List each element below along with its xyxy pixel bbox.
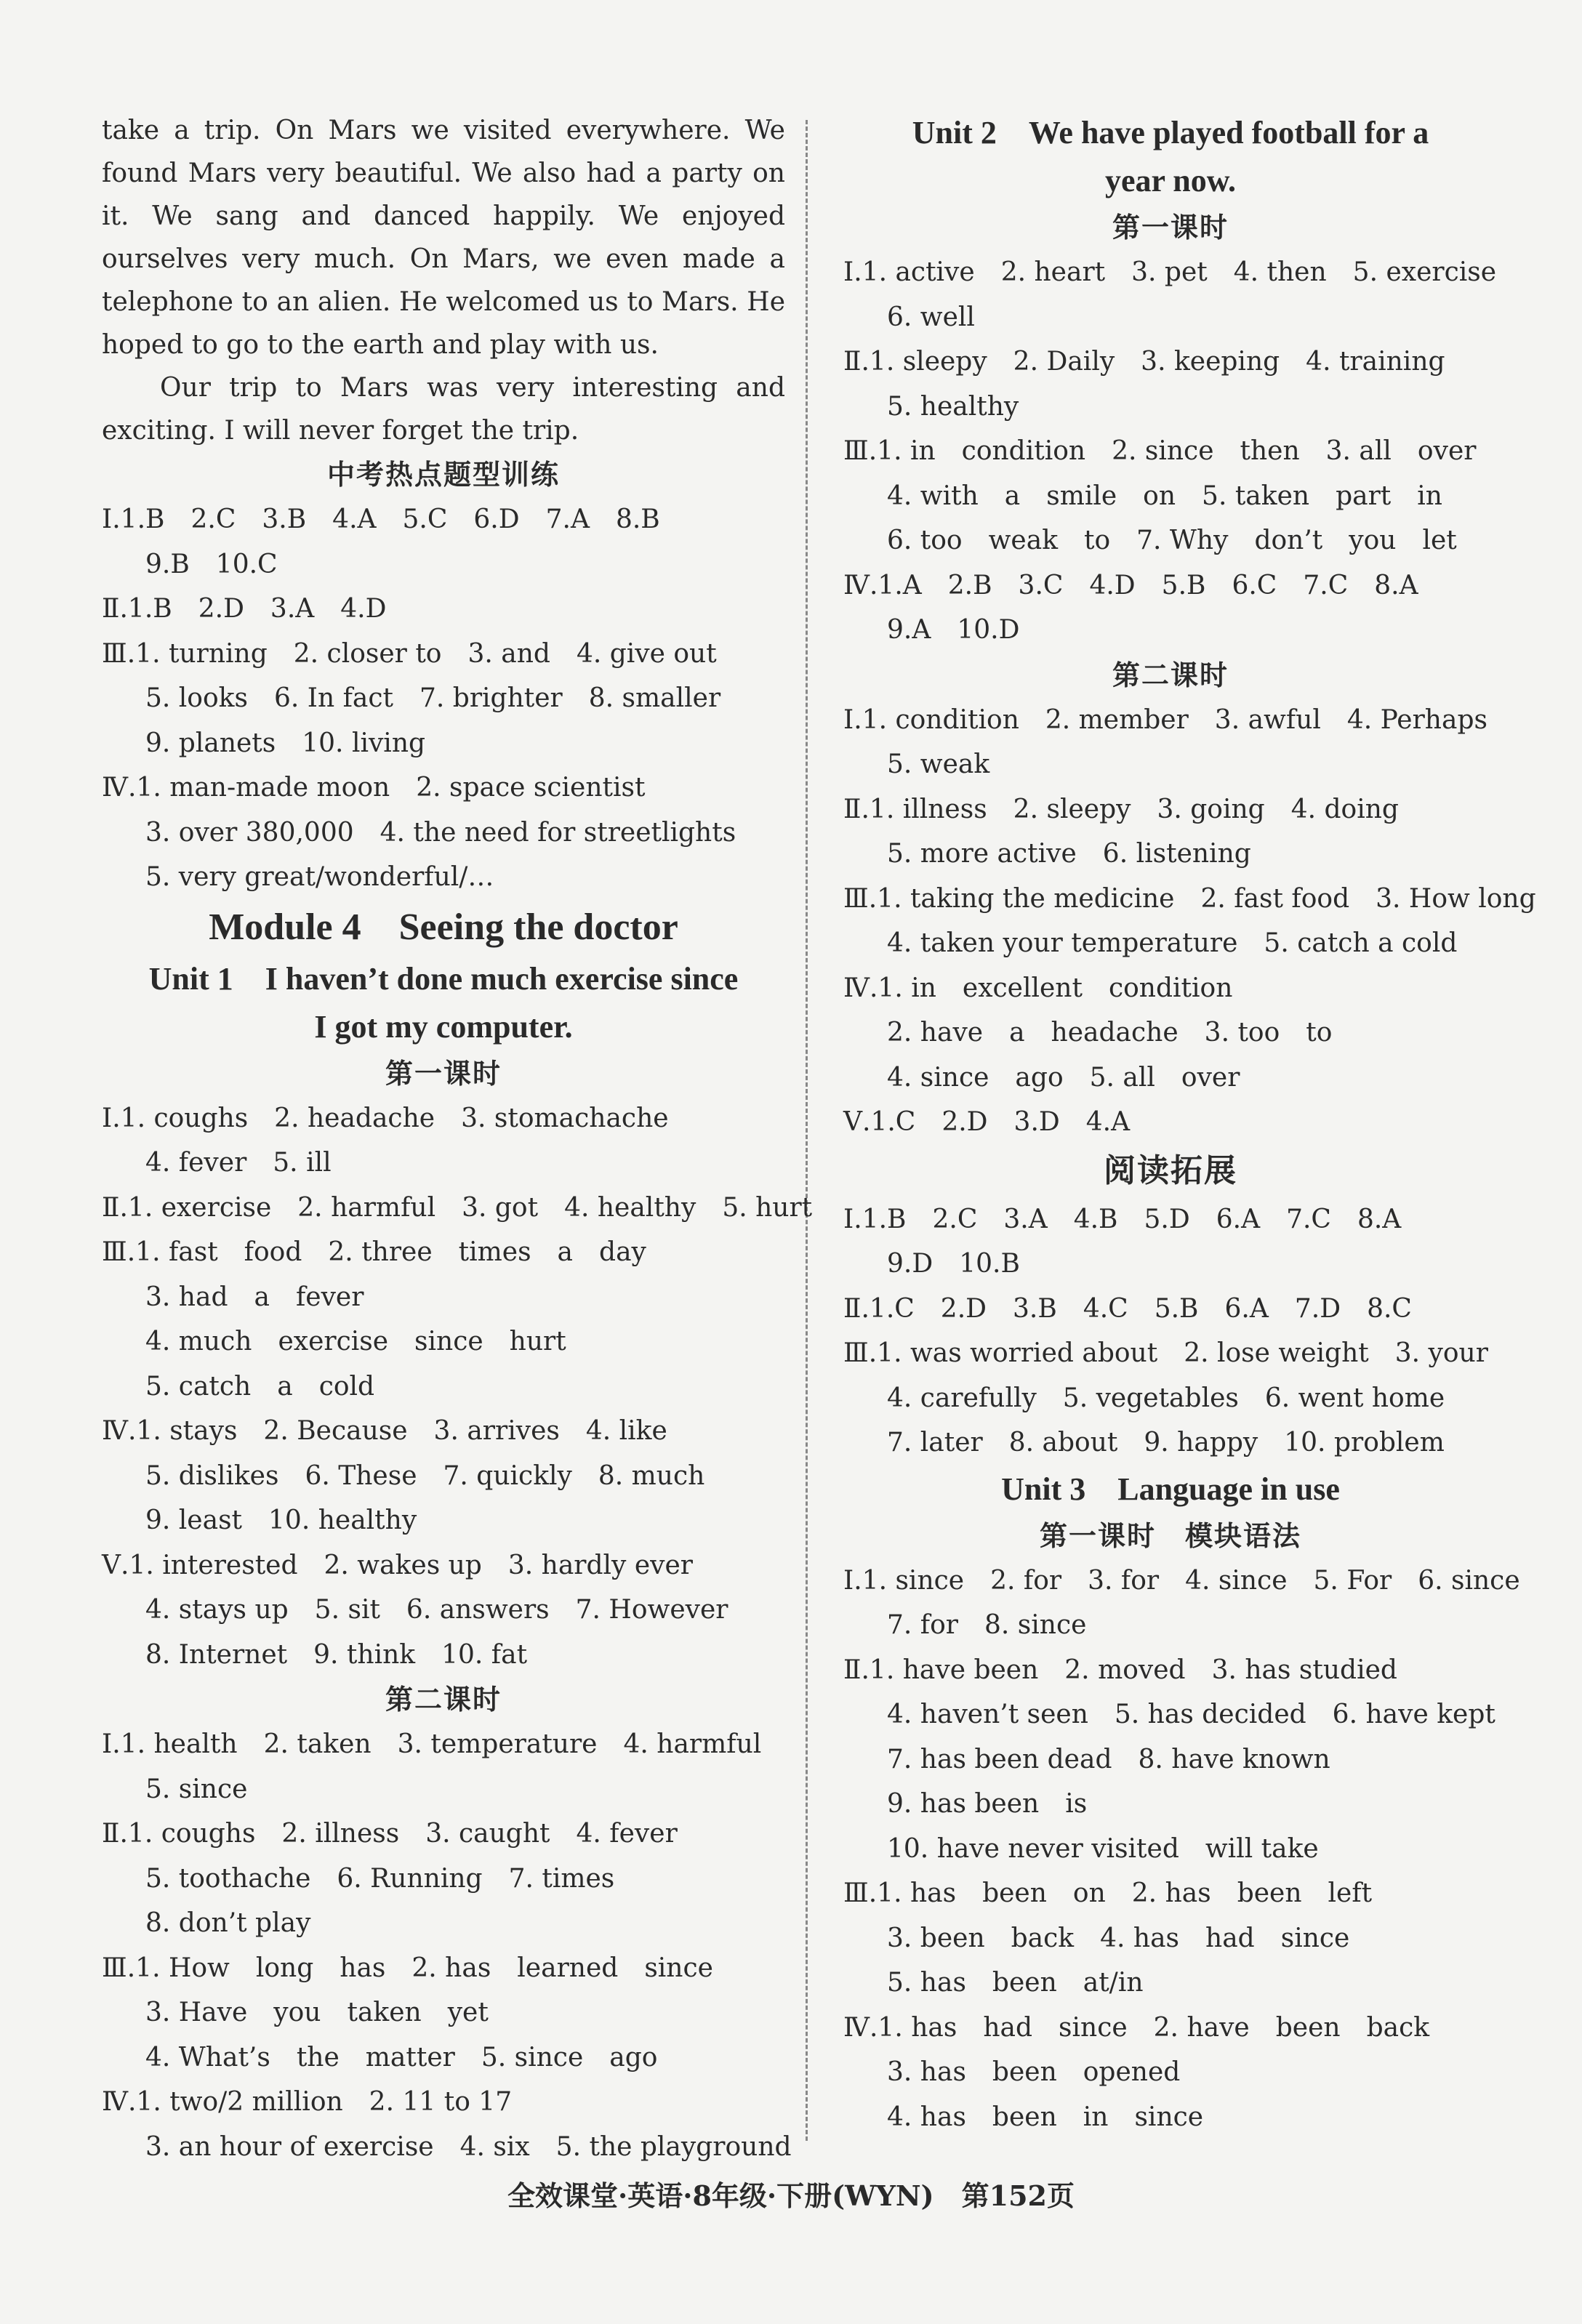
answer-line: 4. What’s the matter 5. since ago [145,2042,658,2072]
answer-line: 9. least 10. healthy [145,1505,417,1535]
unit1-lesson1-answers [102,1096,813,1678]
answer-line: 9. planets 10. living [145,728,426,758]
answer-line: Ⅳ.1. in excellent condition [843,973,1233,1003]
lesson1-title: 第一课时 [1112,211,1229,244]
lesson2-title: 第二课时 [1112,658,1229,691]
page-footer: 全效课堂·英语·8年级·下册(WYN) 第152页 [507,2179,1075,2212]
answer-line: 9.D 10.B [887,1249,1020,1279]
answer-line: Ⅱ.1.B 2.D 3.A 4.D [102,594,387,624]
answer-line: Ⅰ.1.B 2.C 3.B 4.A 5.C 6.D 7.A 8.B [102,504,660,534]
answer-line: Ⅰ.1. condition 2. member 3. awful 4. Perhaps [843,704,1487,735]
answer-line: 2. have a headache 3. too to [887,1018,1333,1048]
answer-line: 4. with a smile on 5. taken part in [887,481,1442,511]
unit2-title-line1: Unit 2 We have played football for a [912,115,1429,150]
answer-line: 5. since [145,1774,248,1804]
answer-line: 4. haven’t seen 5. has decided 6. have kept [887,1700,1495,1729]
answer-line: 6. well [887,302,975,332]
lesson1-title: 第一课时 [385,1056,502,1090]
answer-line: 4. since ago 5. all over [887,1062,1240,1093]
answer-line: 4. carefully 5. vegetables 6. went home [887,1383,1445,1413]
answer-line: Ⅲ.1. turning 2. closer to 3. and 4. give out [102,638,717,669]
answer-line: 3. Have you taken yet [145,1998,489,2027]
answer-line: Ⅱ.1. have been 2. moved 3. has studied [843,1654,1397,1685]
answer-line: 8. Internet 9. think 10. fat [145,1639,528,1670]
lesson2-title: 第二课时 [385,1683,502,1716]
story-paragraph-2: Our trip to Mars was very interesting and exciting. I will never forget the trip. [102,373,785,446]
answer-line: 5. very great/wonderful/… [145,862,494,892]
answer-line: Ⅳ.1. man-made moon 2. space scientist [102,773,646,803]
right-column [843,109,1536,2139]
answer-line: 7. for 8. since [887,1610,1087,1640]
unit1-lesson2-answers [102,1722,792,2169]
answer-line: 5. weak [887,749,990,779]
answer-line: Ⅱ.1. exercise 2. harmful 3. got 4. healthy 5. hurt [102,1192,813,1223]
answer-line: 3. had a fever [145,1282,364,1312]
answer-line: 3. an hour of exercise 4. six 5. the playground [145,2131,792,2162]
answer-line: Ⅱ.1.C 2.D 3.B 4.C 5.B 6.A 7.D 8.C [843,1293,1412,1324]
unit1-title-line2: I got my computer. [314,1008,573,1045]
answer-line: 3. over 380,000 4. the need for streetlights [145,817,736,848]
answer-line: 9.B 10.C [145,549,278,579]
module-title: Module 4 Seeing the doctor [209,906,678,948]
unit3-title: Unit 3 Language in use [1001,1471,1340,1507]
answer-line: Ⅴ.1.C 2.D 3.D 4.A [843,1107,1131,1137]
unit1-title-line1: Unit 1 I haven’t done much exercise since [148,960,739,997]
answer-line: 5. catch a cold [145,1371,375,1402]
answer-line: 4. taken your temperature 5. catch a cold [887,928,1458,958]
grammar-lesson-title: 第一课时 模块语法 [1039,1519,1301,1552]
answer-line: 4. has been in since [887,2102,1204,2132]
answer-line: 6. too weak to 7. Why don’t you let [887,526,1457,555]
hot-section-title: 中考热点题型训练 [326,458,560,491]
answer-line: Ⅲ.1. has been on 2. has been left [843,1878,1373,1908]
answer-line: 8. don’t play [145,1908,311,1938]
reading-section-title: 阅读拓展 [1104,1151,1237,1189]
answer-line: Ⅳ.1. has had since 2. have been back [843,2012,1430,2043]
answer-line: 3. been back 4. has had since [887,1923,1350,1953]
answer-line: 5. healthy [887,391,1019,422]
answer-line: 10. have never visited will take [887,1833,1319,1864]
story-paragraph-1: take a trip. On Mars we visited everywhere. We found Mars very beautiful. We also had a party on it. We sang and danced happily. We enjoyed ourselves very much. On Mars, we even made a telephone to an alien. He welcomed us to Mars. He hoped to go to the earth and play with us. [102,116,785,360]
answer-line: 4. fever 5. ill [145,1148,332,1178]
unit2-title [843,109,1498,205]
answer-line: Ⅲ.1. fast food 2. three times a day [102,1237,646,1267]
unit1-title [102,955,785,1051]
unit2-lesson1-answers [843,250,1498,653]
unit2-title-line2: year now. [1104,163,1237,198]
answer-line: Ⅲ.1. taking the medicine 2. fast food 3. How long [843,883,1536,914]
answer-line: 5. more active 6. listening [887,839,1251,869]
answer-line: Ⅳ.1. stays 2. Because 3. arrives 4. like [102,1416,667,1446]
answer-line: Ⅱ.1. coughs 2. illness 3. caught 4. fever [102,1819,678,1849]
reading-answers [843,1197,1498,1465]
answer-line: 4. much exercise since hurt [145,1327,566,1356]
unit2-lesson2-answers [843,698,1536,1145]
answer-line: 3. has been opened [887,2057,1181,2087]
answer-line: 5. toothache 6. Running 7. times [145,1863,615,1894]
answer-line: Ⅲ.1. in condition 2. since then 3. all over [843,436,1477,466]
answer-line: Ⅱ.1. sleepy 2. Daily 3. keeping 4. training [843,347,1445,377]
answer-line: 5. has been at/in [887,1968,1144,1998]
answer-line: 9.A 10.D [887,615,1020,645]
answer-line: Ⅴ.1. interested 2. wakes up 3. hardly ever [102,1550,693,1580]
answer-line: Ⅳ.1. two/2 million 2. 11 to 17 [102,2087,513,2117]
answer-line: 7. later 8. about 9. happy 10. problem [887,1428,1445,1457]
answer-line: Ⅰ.1. coughs 2. headache 3. stomachache [102,1103,669,1133]
answer-line: 5. looks 6. In fact 7. brighter 8. smaller [145,683,721,713]
answer-line: Ⅱ.1. illness 2. sleepy 3. going 4. doing [843,794,1399,824]
answer-line: Ⅰ.1. health 2. taken 3. temperature 4. harmful [102,1729,762,1759]
answer-line: 5. dislikes 6. These 7. quickly 8. much [145,1460,705,1491]
answer-line: 9. has been is [887,1789,1088,1819]
answer-line: Ⅰ.1. since 2. for 3. for 4. since 5. For 6. since [843,1565,1520,1596]
answer-line: Ⅲ.1. How long has 2. has learned since [102,1953,713,1983]
column-divider [806,120,808,2141]
answer-line: Ⅳ.1.A 2.B 3.C 4.D 5.B 6.C 7.C 8.A [843,570,1418,600]
answer-line: 4. stays up 5. sit 6. answers 7. However [145,1595,728,1625]
answer-line: Ⅰ.1.B 2.C 3.A 4.B 5.D 6.A 7.C 8.A [843,1204,1402,1234]
unit3-grammar-answers [843,1559,1520,2140]
answer-line: 7. has been dead 8. have known [887,1744,1330,1774]
answer-line: Ⅰ.1. active 2. heart 3. pet 4. then 5. exercise [843,257,1497,287]
left-column [102,109,813,2169]
hot-answers [102,497,785,900]
answer-line: Ⅲ.1. was worried about 2. lose weight 3. your [843,1338,1488,1368]
